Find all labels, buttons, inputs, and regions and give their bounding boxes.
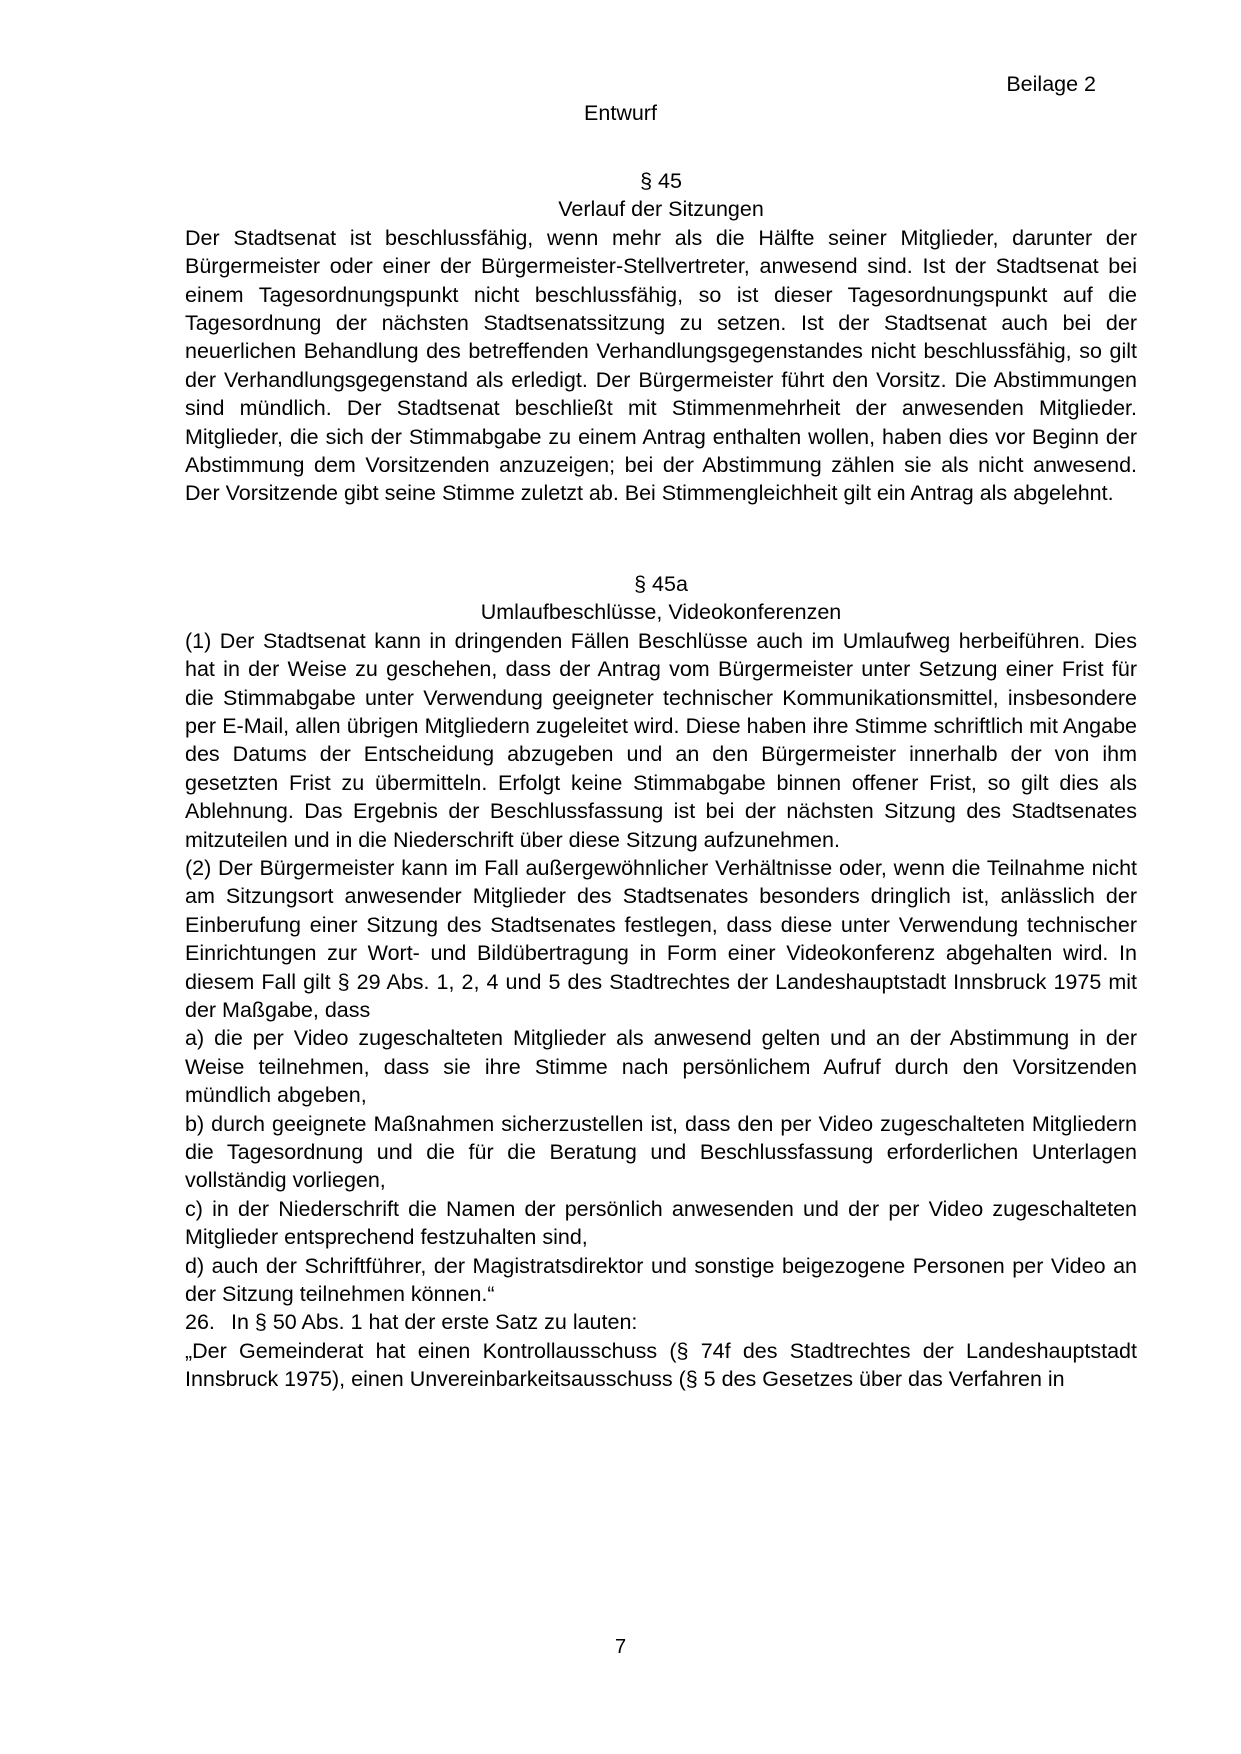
paragraph-abs1: (1) Der Stadtsenat kann in dringenden Fällen Beschlüsse auch im Umlaufweg herbeiführen. Dies hat in der Weise zu geschehen, dass der Antrag vom Bürgermeister unter Setzung einer Frist für die Stimmabgabe unter Verwendung geeigneter technischer Kommunikationsmittel, insbesondere per E-Mail, allen übrigen Mitgliedern zugeleitet wird. Diese haben ihre Stimme schriftlich mit Angabe des Datums der Entscheidung abzugeben und an den Bürgermeister innerhalb der von ihm gesetzten Frist zu übermitteln. Erfolgt keine Stimmabgabe binnen offener Frist, so gilt dies als Ablehnung. Das Ergebnis der Beschlussfassung ist bei der nächsten Sitzung des Stadtsenates mitzuteilen und in die Niederschrift über diese Sitzung aufzunehmen. [185,628,1137,852]
document-body [185,167,1137,1394]
list-item-c: c) in der Niederschrift die Namen der persönlich anwesenden und der per Video zugeschalteten Mitglieder entsprechend festzuhalten sind, [185,1196,1137,1250]
amendment-text: In § 50 Abs. 1 hat der erste Satz zu lauten: [231,1310,638,1335]
amendment-number: 26. [185,1310,215,1335]
section-subheading: Umlaufbeschlüsse, Videokonferenzen [480,600,842,625]
paragraph-abs2: (2) Der Bürgermeister kann im Fall außergewöhnlicher Verhältnisse oder, wenn die Teilnahme nicht am Sitzungsort anwesender Mitglieder des Stadtsenates besonders dringlich ist, anlässlich der Einberufung einer Sitzung des Stadtsenates festlegen, dass diese unter Verwendung technischer Einrichtungen zur Wort- und Bildübertragung in Form einer Videokonferenz abgehalten wird. In diesem Fall gilt § 29 Abs. 1, 2, 4 und 5 des Stadtrechtes der Landeshauptstadt Innsbruck 1975 mit der Maßgabe, dass [185,855,1137,1022]
attachment-label: Beilage 2 [1006,72,1096,96]
section-45a-heading [185,570,1137,627]
quoted-sentence: „Der Gemeinderat hat einen Kontrollausschuss (§ 74f des Stadtrechtes der Landeshauptstadt Innsbruck 1975), einen Unvereinbarkeitsausschuss (§ 5 des Gesetzes über das Verfahren in [185,1338,1137,1392]
section-45-heading [185,167,1137,224]
page-number: 7 [614,1636,627,1658]
list-item-d: d) auch der Schriftführer, der Magistratsdirektor und sonstige beigezogene Personen per Video an der Sitzung teilnehmen können.“ [185,1253,1137,1307]
paragraph-section45-body: Der Stadtsenat ist beschlussfähig, wenn mehr als die Hälfte seiner Mitglieder, darunter der Bürgermeister oder einer der Bürgermeister-Stellvertreter, anwesend sind. Ist der Stadtsenat bei einem Tagesordnungspunkt nicht beschlussfähig, so ist dieser Tagesordnungspunkt auf die Tagesordnung der nächsten Stadtsenatssitzung zu setzen. Ist der Stadtsenat auch bei der neuerlichen Behandlung des betreffenden Verhandlungsgegenstandes nicht beschlussfähig, so gilt der Verhandlungsgegenstand als erledigt. Der Bürgermeister führt den Vorsitz. Die Abstimmungen sind mündlich. Der Stadtsenat beschließt mit Stimmenmehrheit der anwesenden Mitglieder. Mitglieder, die sich der Stimmabgabe zu einem Antrag enthalten wollen, haben dies vor Beginn der Abstimmung dem Vorsitzenden anzuzeigen; bei der Abstimmung zählen sie als nicht anwesend. Der Vorsitzende gibt seine Stimme zuletzt ab. Bei Stimmengleichheit gilt ein Antrag als abgelehnt. [185,225,1137,506]
list-item-b: b) durch geeignete Maßnahmen sicherzustellen ist, dass den per Video zugeschalteten Mitgliedern die Tagesordnung und die für die Beratung und Beschlussfassung erforderlichen Unterlagen vollständig vorliegen, [185,1111,1137,1193]
list-item-a: a) die per Video zugeschalteten Mitglieder als anwesend gelten und an der Abstimmung in der Weise teilnehmen, dass sie ihre Stimme nach persönlichem Aufruf durch den Vorsitzenden mündlich abgeben, [185,1026,1137,1108]
section-subheading: Verlauf der Sitzungen [558,197,764,222]
section-heading: § 45 [640,169,682,193]
amendment-item-26 [185,1308,1137,1336]
document-type-label: Entwurf [584,101,657,125]
section-heading: § 45a [634,571,688,596]
